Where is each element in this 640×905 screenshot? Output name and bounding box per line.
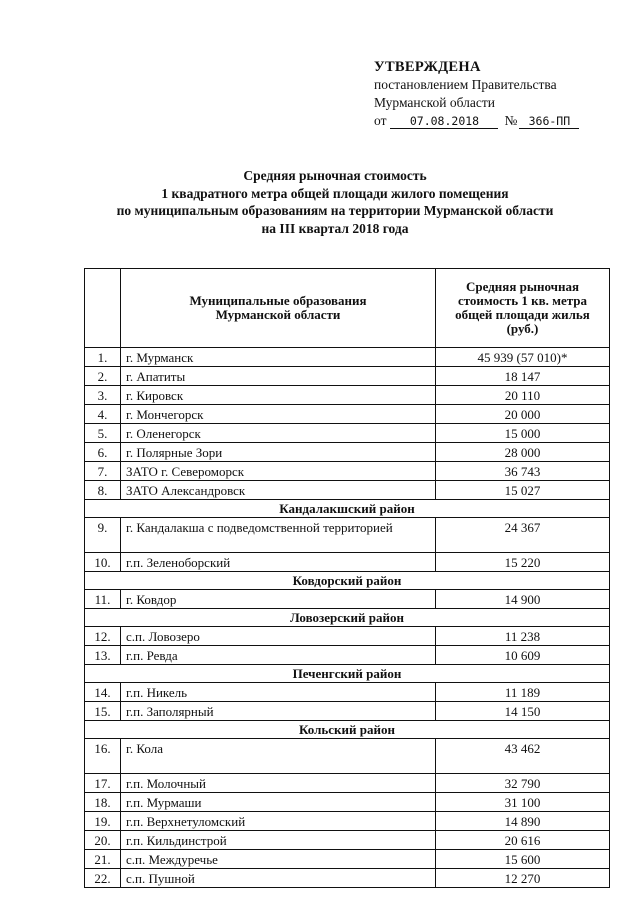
row-municipality: ЗАТО г. Североморск <box>121 462 436 481</box>
row-municipality: г.п. Никель <box>121 683 436 702</box>
row-number: 19. <box>85 812 121 831</box>
table-section-row <box>85 665 610 683</box>
table-row <box>85 702 610 721</box>
table-section-row <box>85 609 610 627</box>
row-price: 11 238 <box>436 627 610 646</box>
table-section-row <box>85 572 610 590</box>
row-number: 16. <box>85 739 121 774</box>
table-row <box>85 518 610 553</box>
table-header-row <box>85 269 610 348</box>
row-municipality: с.п. Междуречье <box>121 850 436 869</box>
row-number: 1. <box>85 348 121 367</box>
title-line-4: на III квартал 2018 года <box>261 220 409 236</box>
table-row <box>85 793 610 812</box>
row-price: 24 367 <box>436 518 610 553</box>
approval-date-line <box>374 112 579 130</box>
row-municipality: г.п. Кильдинстрой <box>121 831 436 850</box>
header-municipality: Муниципальные образования Мурманской области <box>121 269 436 348</box>
row-price: 45 939 (57 010)* <box>436 348 610 367</box>
table-row <box>85 774 610 793</box>
row-municipality: г. Кировск <box>121 386 436 405</box>
row-price: 20 000 <box>436 405 610 424</box>
table-section-row <box>85 500 610 518</box>
row-price: 10 609 <box>436 646 610 665</box>
approval-block <box>374 58 579 130</box>
row-price: 31 100 <box>436 793 610 812</box>
row-price: 14 900 <box>436 590 610 609</box>
row-number: 8. <box>85 481 121 500</box>
table-row <box>85 812 610 831</box>
section-title: Кандалакшский район <box>85 500 610 518</box>
row-price: 15 000 <box>436 424 610 443</box>
row-price: 14 150 <box>436 702 610 721</box>
title-line-2: 1 квадратного метра общей площади жилого помещения <box>161 185 509 201</box>
row-municipality: г.п. Зеленоборский <box>121 553 436 572</box>
row-price: 14 890 <box>436 812 610 831</box>
approval-number: 366-ПП <box>519 115 579 129</box>
table-row <box>85 405 610 424</box>
header-number <box>85 269 121 348</box>
row-number: 21. <box>85 850 121 869</box>
section-title: Кольский район <box>85 721 610 739</box>
document-title <box>60 167 610 237</box>
row-price: 20 110 <box>436 386 610 405</box>
row-municipality: г.п. Заполярный <box>121 702 436 721</box>
row-number: 14. <box>85 683 121 702</box>
table-row <box>85 481 610 500</box>
table-row <box>85 386 610 405</box>
row-price: 15 027 <box>436 481 610 500</box>
table-row <box>85 590 610 609</box>
section-title: Ловозерский район <box>85 609 610 627</box>
row-number: 6. <box>85 443 121 462</box>
row-price: 12 270 <box>436 869 610 888</box>
section-title: Печенгский район <box>85 665 610 683</box>
price-table <box>84 268 610 888</box>
row-municipality: г. Кандалакша с подведомственной территорией <box>121 518 436 553</box>
row-municipality: г. Мурманск <box>121 348 436 367</box>
table-row <box>85 424 610 443</box>
row-number: 12. <box>85 627 121 646</box>
row-municipality: г. Оленегорск <box>121 424 436 443</box>
row-municipality: г. Полярные Зори <box>121 443 436 462</box>
row-municipality: г. Кола <box>121 739 436 774</box>
title-line-1: Средняя рыночная стоимость <box>243 168 427 183</box>
row-municipality: г.п. Ревда <box>121 646 436 665</box>
row-price: 36 743 <box>436 462 610 481</box>
row-number: 7. <box>85 462 121 481</box>
row-number: 10. <box>85 553 121 572</box>
row-price: 43 462 <box>436 739 610 774</box>
table-row <box>85 831 610 850</box>
row-number: 22. <box>85 869 121 888</box>
row-number: 3. <box>85 386 121 405</box>
row-number: 17. <box>85 774 121 793</box>
table-row <box>85 348 610 367</box>
table-row <box>85 553 610 572</box>
row-price: 15 220 <box>436 553 610 572</box>
table-body <box>85 348 610 888</box>
row-number: 11. <box>85 590 121 609</box>
approval-from-label: от <box>374 113 387 128</box>
approval-heading: УТВЕРЖДЕНА <box>374 59 481 75</box>
table-section-row <box>85 721 610 739</box>
table-row <box>85 627 610 646</box>
row-number: 2. <box>85 367 121 386</box>
row-municipality: г.п. Мурмаши <box>121 793 436 812</box>
row-number: 20. <box>85 831 121 850</box>
row-number: 5. <box>85 424 121 443</box>
row-price: 20 616 <box>436 831 610 850</box>
title-line-3: по муниципальным образованиям на территории Мурманской области <box>116 203 554 218</box>
approval-date: 07.08.2018 <box>390 115 498 129</box>
row-price: 18 147 <box>436 367 610 386</box>
row-price: 11 189 <box>436 683 610 702</box>
table-row <box>85 367 610 386</box>
row-number: 18. <box>85 793 121 812</box>
row-price: 32 790 <box>436 774 610 793</box>
table-row <box>85 683 610 702</box>
row-municipality: с.п. Ловозеро <box>121 627 436 646</box>
row-number: 4. <box>85 405 121 424</box>
section-title: Ковдорский район <box>85 572 610 590</box>
row-number: 9. <box>85 518 121 553</box>
row-number: 15. <box>85 702 121 721</box>
approval-line-2: Мурманской области <box>374 95 495 110</box>
header-price: Средняя рыночная стоимость 1 кв. метра общей площади жилья (руб.) <box>436 269 610 348</box>
row-municipality: г. Ковдор <box>121 590 436 609</box>
row-municipality: г.п. Верхнетуломский <box>121 812 436 831</box>
table-row <box>85 739 610 774</box>
row-price: 28 000 <box>436 443 610 462</box>
approval-number-label: № <box>504 113 518 128</box>
row-municipality: г. Мончегорск <box>121 405 436 424</box>
table-row <box>85 443 610 462</box>
table-row <box>85 462 610 481</box>
row-municipality: г. Апатиты <box>121 367 436 386</box>
row-number: 13. <box>85 646 121 665</box>
row-price: 15 600 <box>436 850 610 869</box>
approval-line-1: постановлением Правительства <box>374 77 557 92</box>
table-row <box>85 850 610 869</box>
row-municipality: г.п. Молочный <box>121 774 436 793</box>
table-row <box>85 869 610 888</box>
row-municipality: с.п. Пушной <box>121 869 436 888</box>
row-municipality: ЗАТО Александровск <box>121 481 436 500</box>
table-row <box>85 646 610 665</box>
